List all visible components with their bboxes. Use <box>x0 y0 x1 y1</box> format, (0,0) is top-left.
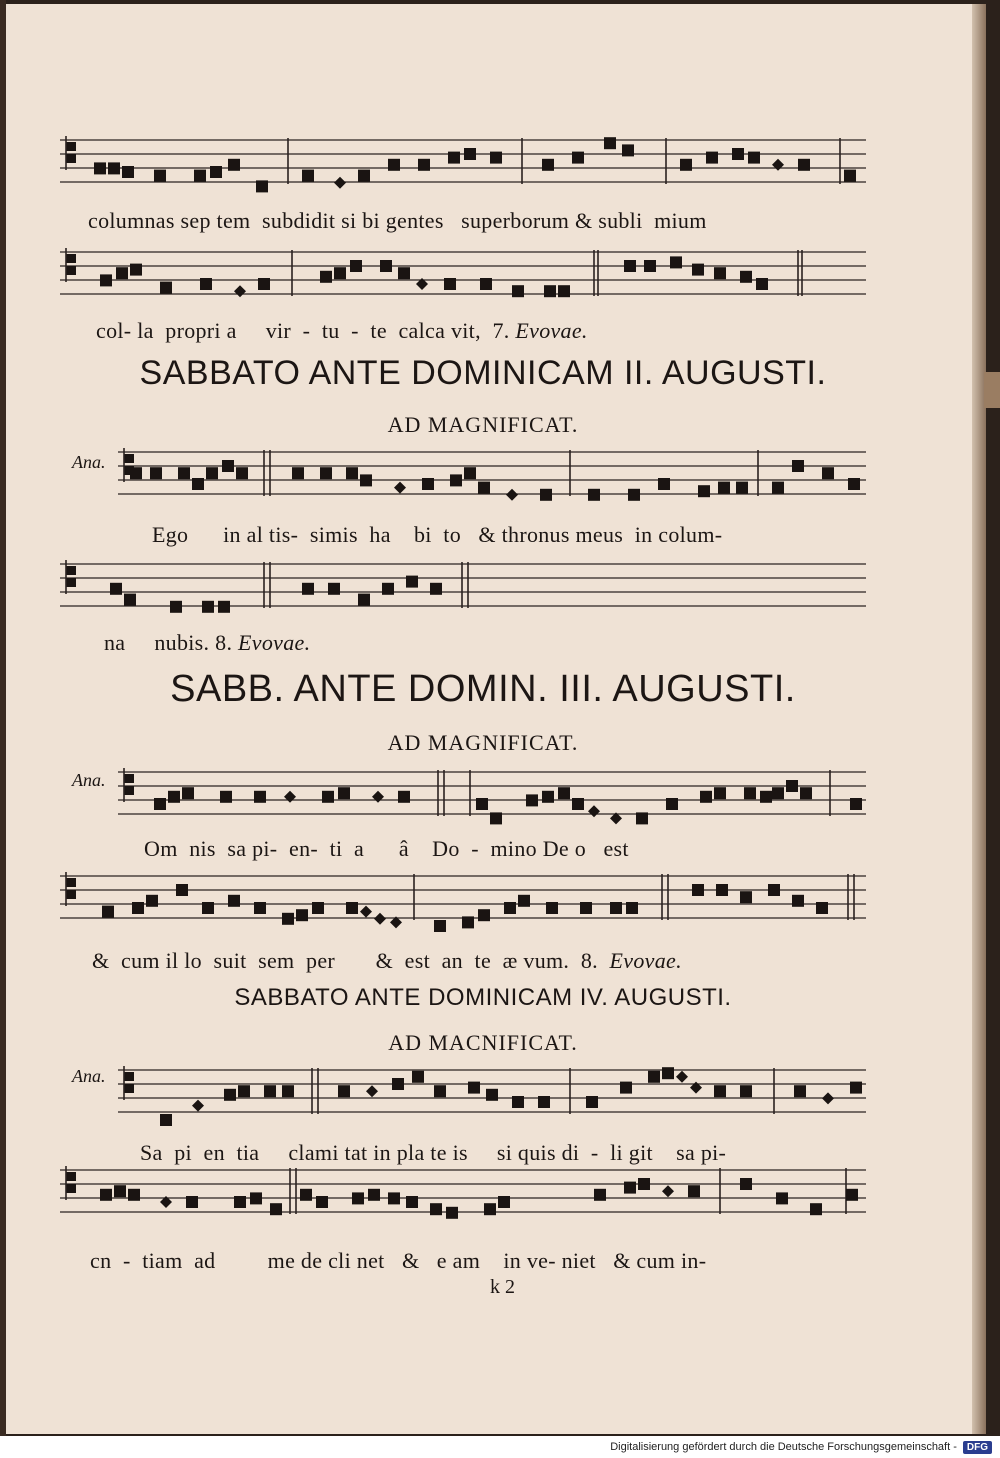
page-tab <box>984 372 1000 408</box>
square-note <box>282 913 294 925</box>
square-note <box>512 285 524 297</box>
square-note <box>736 482 748 494</box>
square-note <box>468 1082 480 1094</box>
square-note <box>850 798 862 810</box>
square-note <box>154 170 166 182</box>
square-note <box>388 159 400 171</box>
square-note <box>572 152 584 164</box>
square-note <box>338 1085 350 1097</box>
rhombus-note <box>366 1085 378 1097</box>
square-note <box>210 166 222 178</box>
square-note <box>346 467 358 479</box>
square-note <box>740 1085 752 1097</box>
square-note <box>282 1085 294 1097</box>
square-note <box>256 180 268 192</box>
lyric-line: cn - tiam ad me de cli net & e am in ve- niet & cum in- <box>90 1248 707 1273</box>
clef-icon <box>124 1066 134 1100</box>
square-note <box>680 159 692 171</box>
square-note <box>478 909 490 921</box>
square-note <box>360 474 372 486</box>
square-note <box>692 884 704 896</box>
square-note <box>264 1085 276 1097</box>
square-note <box>588 489 600 501</box>
square-note <box>186 1196 198 1208</box>
square-note <box>816 902 828 914</box>
square-note <box>580 902 592 914</box>
rhombus-note <box>192 1100 204 1112</box>
square-note <box>316 1196 328 1208</box>
antiphon-label: Ana. <box>72 770 106 790</box>
square-note <box>732 148 744 160</box>
square-note <box>476 798 488 810</box>
staff-system <box>0 856 1000 946</box>
square-note <box>108 162 120 174</box>
square-note <box>740 1178 752 1190</box>
square-note <box>542 159 554 171</box>
square-note <box>116 267 128 279</box>
square-note <box>624 1182 636 1194</box>
square-note <box>540 489 552 501</box>
square-note <box>218 601 230 613</box>
square-note <box>844 170 856 182</box>
square-note <box>236 467 248 479</box>
square-note <box>128 1189 140 1201</box>
square-note <box>320 271 332 283</box>
rhombus-note <box>772 159 784 171</box>
square-note <box>846 1189 858 1201</box>
square-note <box>768 884 780 896</box>
square-note <box>610 902 622 914</box>
square-note <box>542 791 554 803</box>
square-note <box>622 144 634 156</box>
square-note <box>170 601 182 613</box>
square-note <box>658 478 670 490</box>
square-note <box>486 1089 498 1101</box>
square-note <box>110 583 122 595</box>
square-note <box>224 1089 236 1101</box>
square-note <box>444 278 456 290</box>
square-note <box>848 478 860 490</box>
evovae-text: Evovae. <box>609 948 682 973</box>
square-note <box>300 1189 312 1201</box>
staff-system <box>0 120 1000 210</box>
square-note <box>740 271 752 283</box>
square-note <box>130 467 142 479</box>
square-note <box>192 478 204 490</box>
square-note <box>558 285 570 297</box>
square-note <box>760 791 772 803</box>
square-note <box>250 1192 262 1204</box>
square-note <box>178 467 190 479</box>
square-note <box>526 794 538 806</box>
square-note <box>692 264 704 276</box>
square-note <box>220 791 232 803</box>
square-note <box>350 260 362 272</box>
square-note <box>398 267 410 279</box>
clef-icon <box>66 872 76 906</box>
square-note <box>772 482 784 494</box>
section-subtitle: AD MAGNIFICAT. <box>387 730 579 755</box>
square-note <box>558 787 570 799</box>
square-note <box>644 260 656 272</box>
square-note <box>434 1085 446 1097</box>
rhombus-note <box>662 1185 674 1197</box>
rhombus-note <box>822 1092 834 1104</box>
square-note <box>234 1196 246 1208</box>
staff-system <box>0 432 1000 522</box>
square-note <box>792 895 804 907</box>
square-note <box>238 1085 250 1097</box>
footer <box>0 1436 1000 1458</box>
square-note <box>716 884 728 896</box>
square-note <box>586 1096 598 1108</box>
lyric-line: Om nis sa pi- en- ti a â Do - mino De o est <box>144 836 629 861</box>
square-note <box>154 798 166 810</box>
square-note <box>222 460 234 472</box>
square-note <box>744 787 756 799</box>
square-note <box>512 1096 524 1108</box>
square-note <box>270 1203 282 1215</box>
square-note <box>422 478 434 490</box>
section-subtitle: AD MAGNIFICAT. <box>387 412 579 437</box>
square-note <box>626 902 638 914</box>
square-note <box>772 787 784 799</box>
square-note <box>700 791 712 803</box>
square-note <box>670 256 682 268</box>
evovae-text: Evovae. <box>238 630 311 655</box>
square-note <box>100 274 112 286</box>
square-note <box>756 278 768 290</box>
square-note <box>168 791 180 803</box>
square-note <box>822 467 834 479</box>
rhombus-note <box>394 482 406 494</box>
square-note <box>628 489 640 501</box>
lyric-line: & cum il lo suit sem per & est an te æ vum. 8. Evovae. <box>92 948 682 973</box>
square-note <box>228 159 240 171</box>
square-note <box>594 1189 606 1201</box>
square-note <box>714 267 726 279</box>
square-note <box>546 902 558 914</box>
evovae-text: Evovae. <box>515 318 588 343</box>
square-note <box>538 1096 550 1108</box>
square-note <box>258 278 270 290</box>
square-note <box>714 1085 726 1097</box>
square-note <box>380 260 392 272</box>
lyric-line: Ego in al tis- simis ha bi to & thronus meus in colum- <box>152 522 723 547</box>
square-note <box>620 1082 632 1094</box>
square-note <box>810 1203 822 1215</box>
square-note <box>254 791 266 803</box>
square-note <box>94 162 106 174</box>
square-note <box>392 1078 404 1090</box>
square-note <box>624 260 636 272</box>
lyric-line: Sa pi en tia clami tat in pla te is si quis di - li git sa pi- <box>140 1140 727 1165</box>
footer-text: Digitalisierung gefördert durch die Deutsche Forschungsgemeinschaft - <box>610 1441 957 1453</box>
square-note <box>228 895 240 907</box>
rhombus-note <box>588 805 600 817</box>
square-note <box>160 1114 172 1126</box>
square-note <box>406 576 418 588</box>
square-note <box>182 787 194 799</box>
square-note <box>450 474 462 486</box>
square-note <box>850 1082 862 1094</box>
square-note <box>544 285 556 297</box>
square-note <box>130 264 142 276</box>
square-note <box>636 812 648 824</box>
square-note <box>406 1196 418 1208</box>
square-note <box>328 583 340 595</box>
square-note <box>718 482 730 494</box>
square-note <box>666 798 678 810</box>
square-note <box>346 902 358 914</box>
staff-system <box>0 1050 1000 1140</box>
square-note <box>464 467 476 479</box>
square-note <box>388 1192 400 1204</box>
rhombus-note <box>506 489 518 501</box>
square-note <box>518 895 530 907</box>
square-note <box>368 1189 380 1201</box>
square-note <box>430 1203 442 1215</box>
square-note <box>748 152 760 164</box>
square-note <box>334 267 346 279</box>
square-note <box>292 467 304 479</box>
square-note <box>480 278 492 290</box>
staff-system <box>0 544 1000 634</box>
square-note <box>638 1178 650 1190</box>
section-title: SABBATO ANTE DOMINICAM IV. AUGUSTI. <box>234 984 732 1011</box>
square-note <box>254 902 266 914</box>
square-note <box>160 282 172 294</box>
square-note <box>200 278 212 290</box>
square-note <box>114 1185 126 1197</box>
rhombus-note <box>676 1071 688 1083</box>
square-note <box>122 166 134 178</box>
square-note <box>662 1067 674 1079</box>
square-note <box>490 152 502 164</box>
rhombus-note <box>372 791 384 803</box>
square-note <box>358 594 370 606</box>
square-note <box>498 1196 510 1208</box>
staff-system <box>0 752 1000 842</box>
square-note <box>322 791 334 803</box>
square-note <box>338 787 350 799</box>
page-number: k 2 <box>490 1276 515 1298</box>
antiphon-label: Ana. <box>72 452 106 472</box>
square-note <box>418 159 430 171</box>
square-note <box>302 583 314 595</box>
clef-icon <box>66 136 76 170</box>
square-note <box>504 902 516 914</box>
square-note <box>794 1085 806 1097</box>
lyric-line: columnas sep tem subdidit si bi gentes superborum & subli mium <box>88 208 707 233</box>
square-note <box>448 152 460 164</box>
square-note <box>124 594 136 606</box>
clef-icon <box>66 248 76 282</box>
square-note <box>572 798 584 810</box>
staff-system <box>0 1150 1000 1240</box>
square-note <box>132 902 144 914</box>
rhombus-note <box>360 906 372 918</box>
square-note <box>714 787 726 799</box>
clef-icon <box>66 560 76 594</box>
square-note <box>464 148 476 160</box>
square-note <box>776 1192 788 1204</box>
square-note <box>490 812 502 824</box>
square-note <box>698 485 710 497</box>
square-note <box>202 902 214 914</box>
square-note <box>478 482 490 494</box>
rhombus-note <box>334 177 346 189</box>
section-subtitle: AD MACNIFICAT. <box>388 1030 578 1055</box>
section-title: SABB. ANTE DOMIN. III. AUGUSTI. <box>170 668 796 710</box>
square-note <box>176 884 188 896</box>
staff-system <box>0 232 1000 322</box>
square-note <box>398 791 410 803</box>
square-note <box>150 467 162 479</box>
square-note <box>484 1203 496 1215</box>
square-note <box>358 170 370 182</box>
lyric-line: col- la propri a vir - tu - te calca vit, 7. Evovae. <box>96 318 588 343</box>
square-note <box>792 460 804 472</box>
square-note <box>688 1185 700 1197</box>
square-note <box>604 137 616 149</box>
section-title: SABBATO ANTE DOMINICAM II. AUGUSTI. <box>139 354 827 392</box>
square-note <box>202 601 214 613</box>
clef-icon <box>124 768 134 802</box>
square-note <box>430 583 442 595</box>
antiphon-label: Ana. <box>72 1066 106 1086</box>
square-note <box>434 920 446 932</box>
square-note <box>648 1071 660 1083</box>
square-note <box>296 909 308 921</box>
square-note <box>102 906 114 918</box>
square-note <box>800 787 812 799</box>
clef-icon <box>66 1166 76 1200</box>
square-note <box>312 902 324 914</box>
square-note <box>146 895 158 907</box>
dfg-logo: DFG <box>963 1441 992 1454</box>
rhombus-note <box>374 913 386 925</box>
square-note <box>740 891 752 903</box>
square-note <box>206 467 218 479</box>
square-note <box>706 152 718 164</box>
square-note <box>302 170 314 182</box>
square-note <box>412 1071 424 1083</box>
square-note <box>194 170 206 182</box>
square-note <box>100 1189 112 1201</box>
rhombus-note <box>234 285 246 297</box>
square-note <box>352 1192 364 1204</box>
rhombus-note <box>284 791 296 803</box>
square-note <box>798 159 810 171</box>
square-note <box>786 780 798 792</box>
square-note <box>462 916 474 928</box>
square-note <box>446 1207 458 1219</box>
square-note <box>382 583 394 595</box>
lyric-line: na nubis. 8. Evovae. <box>104 630 311 655</box>
square-note <box>320 467 332 479</box>
